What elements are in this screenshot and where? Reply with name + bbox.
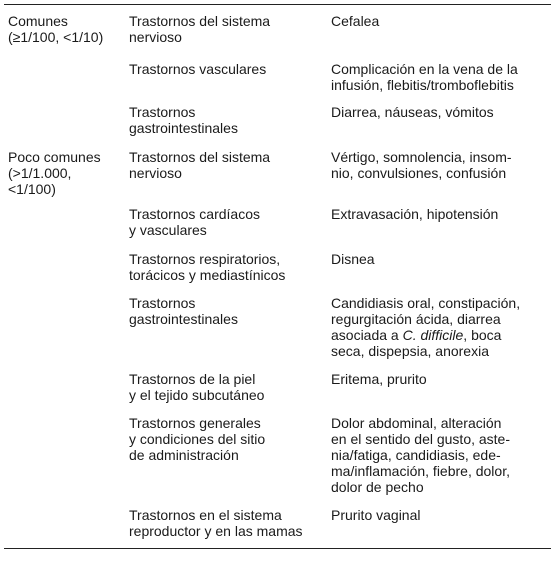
effect-text-italic: C. difficile <box>402 327 464 343</box>
organ-class-cell: Trastornos vasculares <box>129 61 267 77</box>
effect-cell: Cefalea <box>331 13 380 29</box>
frequency-cell <box>4 251 129 295</box>
effect-cell: Diarrea, náuseas, vómitos <box>331 104 494 120</box>
frequency-cell <box>4 295 129 371</box>
table-row <box>4 149 551 206</box>
frequency-cell <box>4 507 129 539</box>
effect-cell: Extravasación, hipotensión <box>331 206 499 222</box>
table-row <box>4 371 551 415</box>
bottom-rule <box>4 548 551 549</box>
table-row <box>4 415 551 507</box>
frequency-cell <box>4 415 129 507</box>
organ-class-cell: Trastornos generales y condiciones del sitio de administración <box>129 415 266 463</box>
table-row <box>4 507 551 539</box>
frequency-cell: Comunes (≥1/100, <1/10) <box>8 13 104 45</box>
organ-class-cell: Trastornos del sistema nervioso <box>129 13 271 45</box>
table-row <box>4 206 551 251</box>
table-row <box>4 104 551 149</box>
frequency-cell <box>4 104 129 149</box>
effect-cell: Complicación en la vena de la infusión, flebitis/tromboflebitis <box>331 61 518 93</box>
frequency-cell <box>4 206 129 251</box>
organ-class-cell: Trastornos gastrointestinales <box>129 295 238 327</box>
table-row <box>4 61 551 104</box>
table-row <box>4 295 551 371</box>
table-row <box>4 13 551 61</box>
effect-cell: Eritema, prurito <box>331 371 427 387</box>
effect-cell: Vértigo, somnolencia, insom- nio, convulsiones, confusión <box>331 149 512 181</box>
effect-cell: Prurito vaginal <box>331 507 421 523</box>
organ-class-cell: Trastornos gastrointestinales <box>129 104 238 136</box>
organ-class-cell: Trastornos cardíacos y vasculares <box>129 206 260 238</box>
effect-text-after: , boca seca, dispepsia, anorexia <box>331 327 502 359</box>
organ-class-cell: Trastornos en el sistema reproductor y en las mamas <box>129 507 303 539</box>
adverse-effects-table <box>4 13 551 539</box>
frequency-cell <box>4 371 129 415</box>
top-rule <box>4 4 551 5</box>
effect-cell: Dolor abdominal, alteración en el sentido del gusto, aste- nia/fatiga, candidiasis, ede- ma/inflamación, fiebre, dolor, dolor de pecho <box>331 415 511 495</box>
organ-class-cell: Trastornos respiratorios, torácicos y mediastínicos <box>129 251 286 283</box>
organ-class-cell: Trastornos de la piel y el tejido subcutáneo <box>129 371 265 403</box>
effect-cell: Disnea <box>331 251 375 267</box>
table-row <box>4 251 551 295</box>
frequency-cell: Poco comunes (>1/1.000, <1/100) <box>8 149 101 197</box>
effect-text-before: Candidiasis oral, constipación, regurgitación ácida, diarrea asociada a <box>331 295 521 343</box>
frequency-cell <box>4 61 129 104</box>
effect-cell <box>331 295 551 371</box>
organ-class-cell: Trastornos del sistema nervioso <box>129 149 271 181</box>
